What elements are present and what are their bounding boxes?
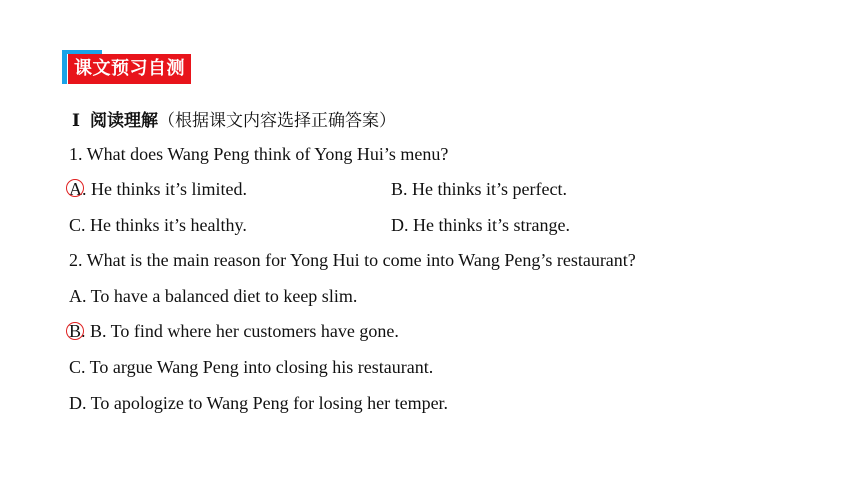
question-stem: 2. What is the main reason for Yong Hui to come into Wang Peng’s restaurant? xyxy=(69,250,636,270)
question-stem: 1. What does Wang Peng think of Yong Hui’s menu? xyxy=(69,144,449,164)
option-d[interactable]: D. He thinks it’s strange. xyxy=(391,215,570,235)
section-number: Ⅰ xyxy=(72,111,80,131)
section-heading xyxy=(72,108,396,134)
option-b[interactable]: B. He thinks it’s perfect. xyxy=(391,179,567,199)
section-title-badge xyxy=(62,50,206,84)
answer-circle-mark xyxy=(66,179,84,197)
option-c[interactable]: C. To argue Wang Peng into closing his restaurant. xyxy=(69,357,434,377)
section-note: （根据课文内容选择正确答案） xyxy=(157,111,396,131)
badge-accent-bar xyxy=(62,50,67,84)
badge-label: 课文预习自测 xyxy=(68,54,191,84)
option-a[interactable]: A. He thinks it’s limited. xyxy=(69,179,247,199)
option-row xyxy=(69,176,247,202)
section-title: 阅读理解 xyxy=(89,111,158,131)
option-c[interactable]: C. He thinks it’s healthy. xyxy=(69,215,247,235)
option-b[interactable]: B. B. To find where her customers have gone. xyxy=(69,321,399,341)
option-a[interactable]: A. To have a balanced diet to keep slim. xyxy=(69,286,358,306)
option-d[interactable]: D. To apologize to Wang Peng for losing her temper. xyxy=(69,393,449,413)
answer-circle-mark xyxy=(66,322,84,340)
